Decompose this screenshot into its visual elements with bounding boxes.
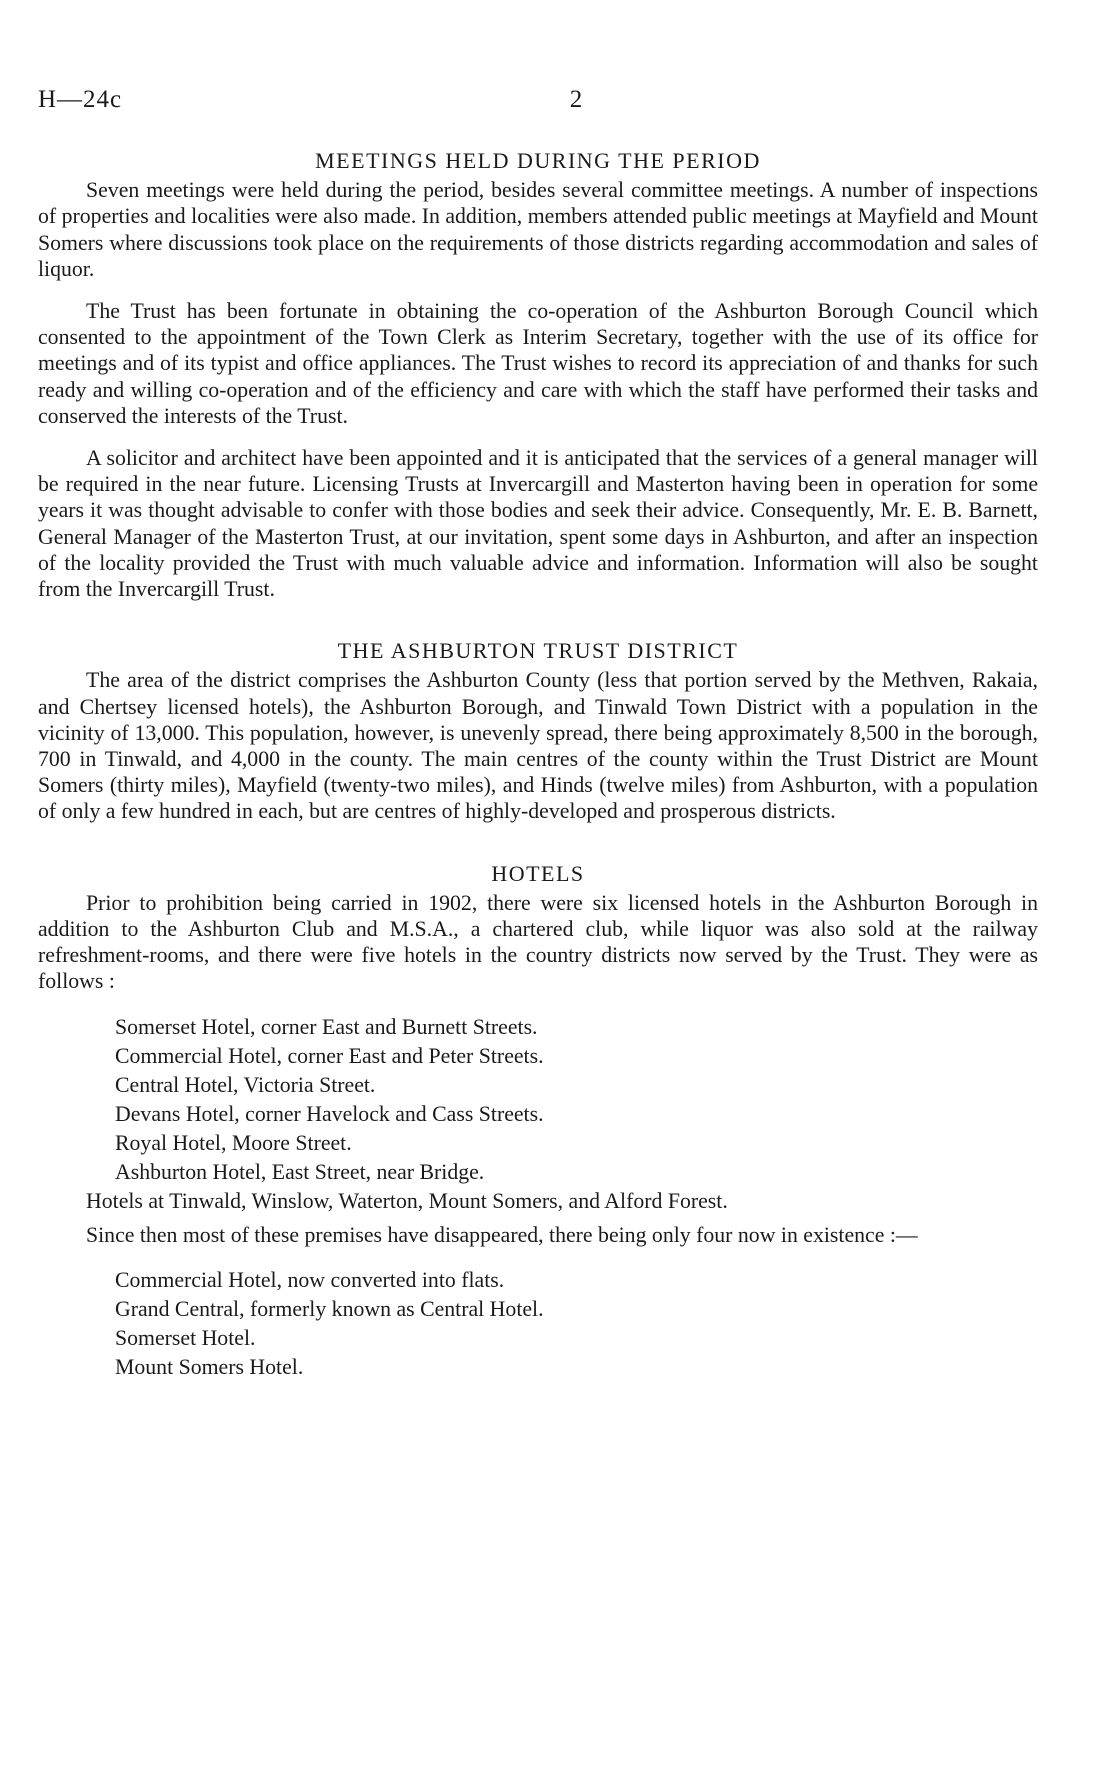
section-spacer: [38, 841, 1038, 861]
section-heading-district: THE ASHBURTON TRUST DISTRICT: [337, 638, 739, 664]
paragraph: Seven meetings were held during the period, besides several committee meetings. A number of inspections of properties and localities were also made. In addition, members attended public meetings at Mayfield and Mount Somers where discussions took place on the requirements of those districts regarding accommodation and sales of liquor.: [38, 178, 1038, 281]
document-body: [38, 148, 1038, 1388]
list-item: Commercial Hotel, corner East and Peter Streets.: [115, 1043, 544, 1068]
list-item: Mount Somers Hotel.: [115, 1354, 304, 1379]
paragraph: A solicitor and architect have been appointed and it is anticipated that the services of a general manager will be required in the near future. Licensing Trusts at Invercargill and Masterton having been in operation for some years it was thought advisable to confer with those bodies and seek their advice. Consequently, Mr. E. B. Barnett, General Manager of the Masterton Trust, at our invitation, spent some days in Ashburton, and after an inspection of the locality provided the Trust with much valuable advice and information. Information will also be sought from the Invercargill Trust.: [38, 446, 1038, 602]
paragraph: Since then most of these premises have disappeared, there being only four now in existence :—: [86, 1222, 918, 1247]
section-hotels: [38, 861, 1038, 1382]
section-heading-meetings: MEETINGS HELD DURING THE PERIOD: [315, 148, 761, 173]
paragraph: The area of the district comprises the Ashburton County (less that portion served by the Methven, Rakaia, and Chertsey licensed hotels), the Ashburton Borough, and Tinwald Town District with a population in the vicinity of 13,000. This population, however, is unevenly spread, there being approximately 8,500 in the borough, 700 in Tinwald, and 4,000 in the county. The main centres of the county within the Trust District are Mount Somers (thirty miles), Mayfield (twenty-two miles), and Hinds (twelve miles) from Ashburton, with a population of only a few hundred in each, but are centres of highly-developed and prosperous districts.: [38, 668, 1038, 824]
section-district: [38, 638, 1038, 824]
list-item: Commercial Hotel, now converted into flats.: [115, 1267, 505, 1292]
list-item: Royal Hotel, Moore Street.: [115, 1130, 352, 1155]
page-number: 2: [569, 86, 583, 113]
list-item: Central Hotel, Victoria Street.: [115, 1072, 376, 1097]
list-item: Somerset Hotel.: [115, 1325, 256, 1350]
list-item: Ashburton Hotel, East Street, near Bridge.: [115, 1159, 485, 1184]
list-item: Somerset Hotel, corner East and Burnett Streets.: [115, 1014, 538, 1039]
page-reference: H—24c: [38, 86, 123, 113]
section-meetings: [38, 148, 1038, 602]
section-spacer: [38, 618, 1038, 638]
page-header: [38, 86, 1038, 120]
paragraph: Prior to prohibition being carried in 1902, there were six licensed hotels in the Ashburton Borough in addition to the Ashburton Club and M.S.A., a chartered club, while liquor was also sold at the railway refreshment-rooms, and there were five hotels in the country districts now served by the Trust. They were as follows :: [38, 890, 1038, 994]
section-heading-hotels: HOTELS: [491, 860, 585, 886]
paragraph: The Trust has been fortunate in obtaining the co-operation of the Ashburton Borough Council which consented to the appointment of the Town Clerk as Interim Secretary, together with the use of its office for meetings and of its typist and office appliances. The Trust wishes to record its appreciation of and thanks for such ready and willing co-operation and of the efficiency and care with which the staff have performed their tasks and conserved the interests of the Trust.: [38, 299, 1038, 428]
list-item-country-hotels: Hotels at Tinwald, Winslow, Waterton, Mount Somers, and Alford Forest.: [86, 1188, 728, 1213]
existing-hotels-list: [38, 1266, 1038, 1382]
list-item: Grand Central, formerly known as Central Hotel.: [115, 1296, 544, 1321]
former-hotels-list: [38, 1013, 1038, 1216]
list-item: Devans Hotel, corner Havelock and Cass Streets.: [115, 1101, 544, 1126]
